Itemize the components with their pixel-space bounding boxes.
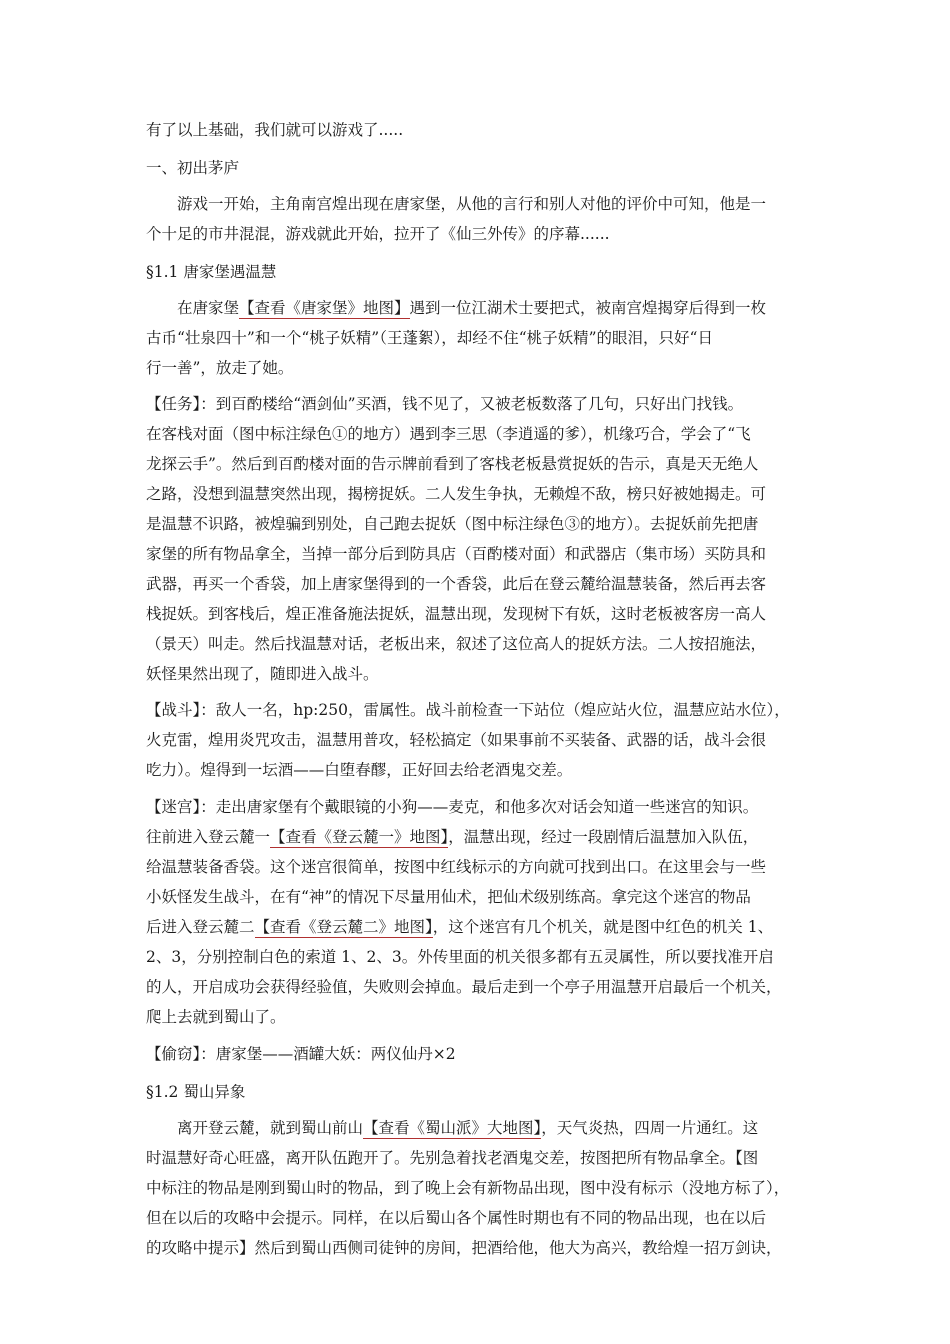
paragraph-line: 在唐家堡【查看《唐家堡》地图】遇到一位江湖术士要把式，被南宫煌揭穿后得到一枚 <box>177 299 767 317</box>
paragraph-line: 个十足的市井混混，游戏就此开始，拉开了《仙三外传》的序幕...... <box>146 225 610 243</box>
paragraph-line: 离开登云麓，就到蜀山前山【查看《蜀山派》大地图】，天气炎热，四周一片通红。这 <box>177 1119 759 1137</box>
paragraph-line: 之路，没想到温慧突然出现，揭榜捉妖。二人发生争执，无赖煌不敌，榜只好被她揭走。可 <box>146 485 767 503</box>
paragraph-line: 的人，开启成功会获得经验值，失败则会掉血。最后走到一个亭子用温慧开启最后一个机关， <box>146 978 782 996</box>
paragraph-line: 行一善”，放走了她。 <box>146 359 294 377</box>
paragraph-line: 时温慧好奇心旺盛，离开队伍跑开了。先别急着找老酒鬼交差，按图把所有物品拿全。【图 <box>146 1149 759 1167</box>
paragraph-line: 龙探云手”。然后到百酌楼对面的告示牌前看到了客栈老板悬赏捉妖的告示，真是天无绝人 <box>146 455 759 473</box>
section-heading: §1.1 唐家堡遇温慧 <box>146 263 277 281</box>
paragraph-line: 爬上去就到蜀山了。 <box>146 1008 286 1026</box>
paragraph-line: 古币“壮泉四十”和一个“桃子妖精”（王蓬絮），却经不住“桃子妖精”的眼泪，只好“日 <box>146 329 713 347</box>
paragraph-line: 小妖怪发生战斗，在有“神”的情况下尽量用仙术，把仙术级别练高。拿完这个迷宫的物品 <box>146 888 751 906</box>
paragraph-line: 是温慧不识路，被煌骗到别处，自己跑去捉妖（图中标注绿色③的地方）。去捉妖前先把唐 <box>146 515 759 533</box>
paragraph-line: 游戏一开始，主角南宫煌出现在唐家堡，从他的言行和别人对他的评价中可知，他是一 <box>177 195 767 213</box>
intro-line: 有了以上基础，我们就可以游戏了..... <box>146 121 404 139</box>
battle-paragraph-line: 【战斗】：敌人一名，hp:250，雷属性。战斗前检查一下站位（煌应站火位，温慧应站水位）， <box>146 701 790 719</box>
maze-paragraph-line: 【迷宫】：走出唐家堡有个戴眼镜的小狗——麦克，和他多次对话会知道一些迷宫的知识。 <box>146 798 759 816</box>
paragraph-line: （景天）叫走。然后找温慧对话，老板出来，叙述了这位高人的捉妖方法。二人按招施法， <box>146 635 767 653</box>
paragraph-line: 在客栈对面（图中标注绿色①的地方）遇到李三思（李逍遥的爹），机缘巧合，学会了“飞 <box>146 425 751 443</box>
paragraph-line: 火克雷，煌用炎咒攻击，温慧用普攻，轻松搞定（如果事前不买装备、武器的话，战斗会很 <box>146 731 767 749</box>
task-paragraph-line: 【任务】：到百酌楼给“酒剑仙”买酒，钱不见了，又被老板数落了几句，只好出门找钱。 <box>146 395 744 413</box>
paragraph-line: 给温慧装备香袋。这个迷宫很简单，按图中红线标示的方向就可找到出口。在这里会与一些 <box>146 858 767 876</box>
paragraph-line: 往前进入登云麓一【查看《登云麓一》地图】，温慧出现，经过一段剧情后温慧加入队伍， <box>146 828 759 846</box>
shushan-map-link[interactable]: 【查看《蜀山派》大地图】 <box>363 1119 542 1137</box>
paragraph-line: 后进入登云麓二【查看《登云麓二》地图】，这个迷宫有几个机关，就是图中红色的机关 1、 <box>146 918 774 936</box>
paragraph-line: 妖怪果然出现了，随即进入战斗。 <box>146 665 379 683</box>
paragraph-line: 但在以后的攻略中会提示。同样，在以后蜀山各个属性时期也有不同的物品出现，也在以后 <box>146 1209 767 1227</box>
paragraph-line: 吃力）。煌得到一坛酒——白堕春醪，正好回去给老酒鬼交差。 <box>146 761 573 779</box>
paragraph-line: 的攻略中提示】然后到蜀山西侧司徒钟的房间，把酒给他，他大为高兴，教给煌一招万剑诀， <box>146 1239 782 1257</box>
chapter-heading: 一、初出茅庐 <box>146 159 240 177</box>
dengyunlu1-map-link[interactable]: 【查看《登云麓一》地图】 <box>270 828 449 846</box>
paragraph-line: 2、3，分别控制白色的索道 1、2、3。外传里面的机关很多都有五灵属性，所以要找准开启 <box>146 948 774 966</box>
section-heading: §1.2 蜀山异象 <box>146 1083 246 1101</box>
tangjiabao-map-link[interactable]: 【查看《唐家堡》地图】 <box>239 299 410 317</box>
paragraph-line: 家堡的所有物品拿全，当掉一部分后到防具店（百酌楼对面）和武器店（集市场）买防具和 <box>146 545 767 563</box>
paragraph-line: 栈捉妖。到客栈后，煌正准备施法捉妖，温慧出现，发现树下有妖，这时老板被客房一高人 <box>146 605 767 623</box>
paragraph-line: 中标注的物品是刚到蜀山时的物品，到了晚上会有新物品出现，图中没有标示（没地方标了）， <box>146 1179 790 1197</box>
steal-paragraph-line: 【偷窃】：唐家堡——酒罐大妖：两仪仙丹×2 <box>146 1045 456 1063</box>
dengyunlu2-map-link[interactable]: 【查看《登云麓二》地图】 <box>254 918 433 936</box>
paragraph-line: 武器，再买一个香袋，加上唐家堡得到的一个香袋，此后在登云麓给温慧装备，然后再去客 <box>146 575 767 593</box>
